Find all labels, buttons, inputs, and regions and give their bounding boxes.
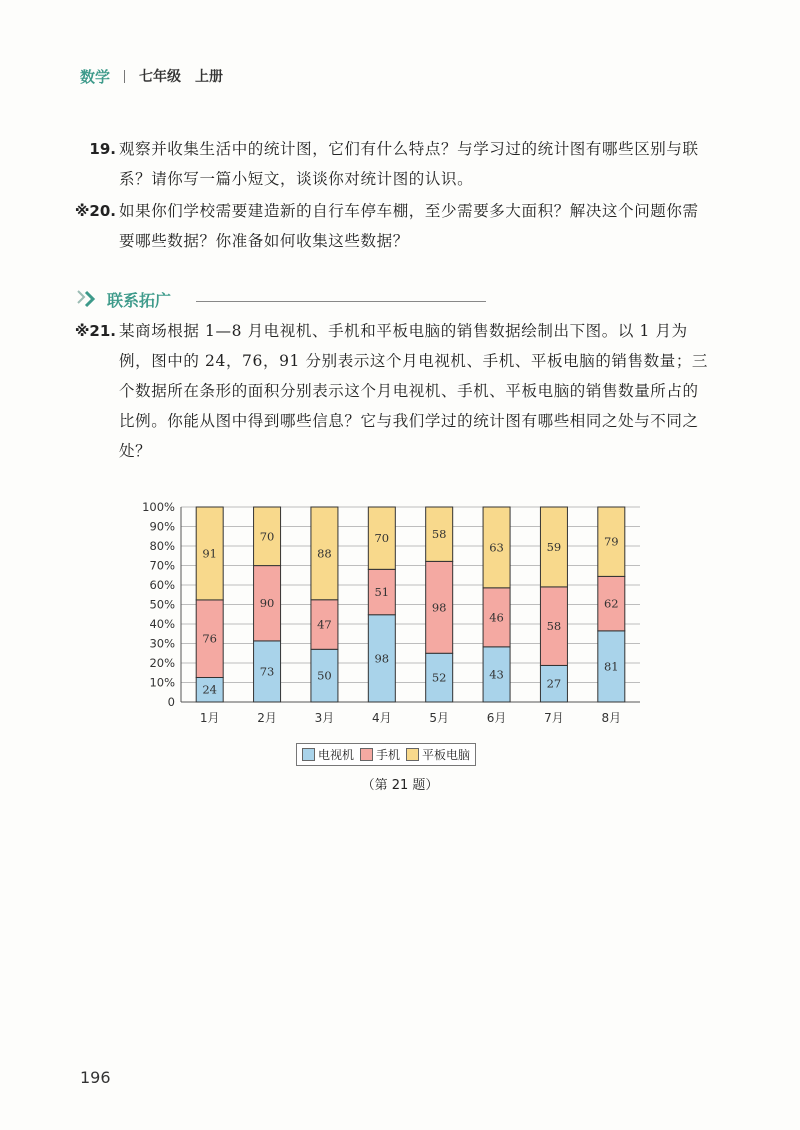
y-tick-label: 80% (149, 539, 175, 553)
y-tick-label: 60% (149, 578, 175, 592)
data-label: 43 (489, 667, 504, 682)
data-label: 50 (317, 668, 332, 683)
section-title: 联系拓广 (107, 291, 172, 310)
data-label: 90 (259, 596, 275, 611)
y-tick-label: 90% (149, 519, 175, 534)
y-tick-label: 0 (167, 695, 175, 709)
x-tick-label: 7月 (544, 711, 564, 725)
x-tick-label: 3月 (314, 711, 335, 725)
stacked-bar-chart (128, 495, 648, 735)
x-tick-label: 2月 (257, 711, 277, 725)
problem-text: 如果你们学校需要建造新的自行车停车棚，至少需要多大面积？解决这个问题你需要哪些数据？你准备如何收集这些数据？ (119, 202, 699, 250)
section-heading (76, 287, 706, 311)
data-label: 88 (317, 546, 332, 561)
data-label: 47 (317, 617, 332, 632)
data-label: 24 (202, 682, 218, 697)
problem-20 (60, 196, 710, 256)
data-label: 73 (259, 664, 275, 679)
y-tick-label: 30% (149, 636, 175, 651)
problem-21 (60, 316, 710, 466)
legend-swatch (302, 748, 315, 761)
problem-number: 19. (89, 140, 116, 158)
legend-label: 电视机 (318, 748, 355, 762)
y-tick-label: 50% (149, 597, 175, 612)
data-label: 98 (431, 600, 447, 615)
x-tick-label: 8月 (601, 711, 622, 725)
figure-caption: （第 21 题） (361, 778, 439, 793)
subject-label: 数学 (80, 67, 111, 86)
grade-label: 七年级 上册 (139, 69, 224, 85)
problem-19 (60, 134, 710, 194)
x-tick-label: 5月 (429, 711, 450, 725)
header-divider (124, 70, 125, 83)
data-label: 46 (489, 610, 504, 625)
legend-swatch (360, 748, 373, 761)
x-tick-label: 1月 (199, 711, 220, 725)
page-number: 196 (80, 1068, 111, 1087)
x-tick-label: 6月 (486, 711, 507, 725)
data-label: 79 (603, 534, 619, 549)
legend-label: 手机 (376, 748, 401, 762)
y-tick-label: 20% (149, 656, 175, 670)
problem-text: 某商场根据 1—8 月电视机、手机和平板电脑的销售数据绘制出下图。以 1 月为例，图中的 24，76，91 分别表示这个月电视机、手机、平板电脑的销售数量；三个数据所在条形的面积分别表示这个月电视机、手机、平板电脑的销售数量所占的比例。你能从图中得到哪些信息？它与我们学过的统计图有哪些相同之处与不同之处？ (119, 322, 709, 460)
data-label: 59 (546, 539, 562, 554)
data-label: 58 (431, 527, 447, 542)
data-label: 52 (431, 670, 447, 685)
legend-label: 平板电脑 (422, 748, 471, 762)
data-label: 62 (603, 596, 619, 611)
y-tick-label: 100% (142, 500, 175, 514)
data-label: 51 (374, 585, 390, 600)
problem-text: 观察并收集生活中的统计图，它们有什么特点？与学习过的统计图有哪些区别与联系？请你写一篇小短文，谈谈你对统计图的认识。 (119, 140, 699, 188)
data-label: 81 (603, 659, 619, 674)
y-tick-label: 10% (149, 675, 175, 690)
data-label: 76 (202, 631, 218, 646)
data-label: 58 (546, 619, 562, 634)
chart-legend (296, 743, 476, 766)
data-label: 27 (546, 676, 562, 691)
data-label: 98 (374, 651, 390, 666)
problem-number: ※21. (74, 322, 116, 340)
chevron-right-icon (76, 287, 100, 311)
y-tick-label: 40% (149, 617, 175, 631)
x-tick-label: 4月 (371, 711, 392, 725)
data-label: 63 (489, 540, 504, 555)
y-tick-label: 70% (149, 558, 175, 573)
page-header (80, 66, 223, 86)
legend-item (302, 746, 354, 763)
section-rule (196, 301, 486, 302)
legend-item (406, 746, 470, 763)
legend-item (360, 746, 400, 763)
data-label: 91 (202, 546, 218, 561)
data-label: 70 (259, 529, 275, 544)
data-label: 70 (374, 531, 390, 546)
legend-swatch (406, 748, 419, 761)
problem-number: ※20. (74, 202, 116, 220)
